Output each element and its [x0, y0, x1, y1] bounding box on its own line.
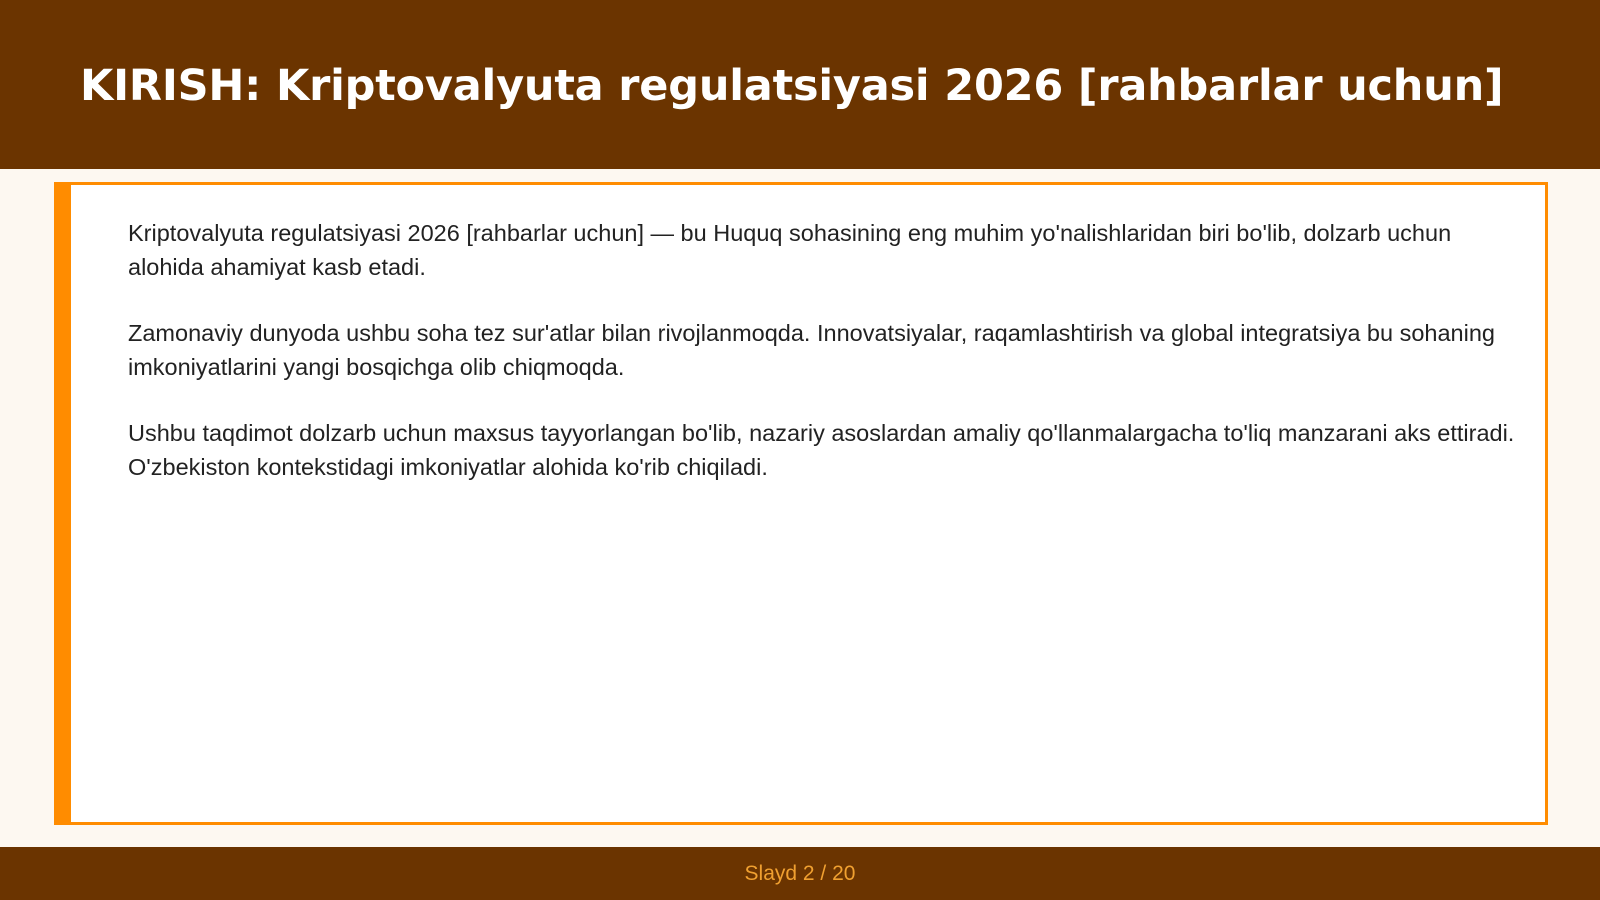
slide-title: KIRISH: Kriptovalyuta regulatsiyasi 2026 [rahbarlar uchun]	[80, 61, 1504, 111]
slide-header	[0, 0, 1600, 169]
content-paragraph-3: Ushbu taqdimot dolzarb uchun maxsus tayyorlangan bo'lib, nazariy asoslardan amaliy qo'llanmalargacha to'liq manzarani aks ettiradi. O'zbekiston kontekstidagi imkoniyatlar alohida ko'rib chiqiladi.	[128, 420, 1515, 480]
slide-footer	[0, 847, 1600, 900]
slide-counter: Slayd 2 / 20	[744, 862, 856, 885]
content-paragraph-1: Kriptovalyuta regulatsiyasi 2026 [rahbarlar uchun] — bu Huquq sohasining eng muhim yo'nalishlaridan biri bo'lib, dolzarb uchun alohida ahamiyat kasb etadi.	[128, 220, 1452, 280]
content-paragraph-2: Zamonaviy dunyoda ushbu soha tez sur'atlar bilan rivojlanmoqda. Innovatsiyalar, raqamlashtirish va global integratsiya bu sohaning imkoniyatlarini yangi bosqichga olib chiqmoqda.	[128, 320, 1495, 380]
content-box	[54, 182, 1548, 825]
